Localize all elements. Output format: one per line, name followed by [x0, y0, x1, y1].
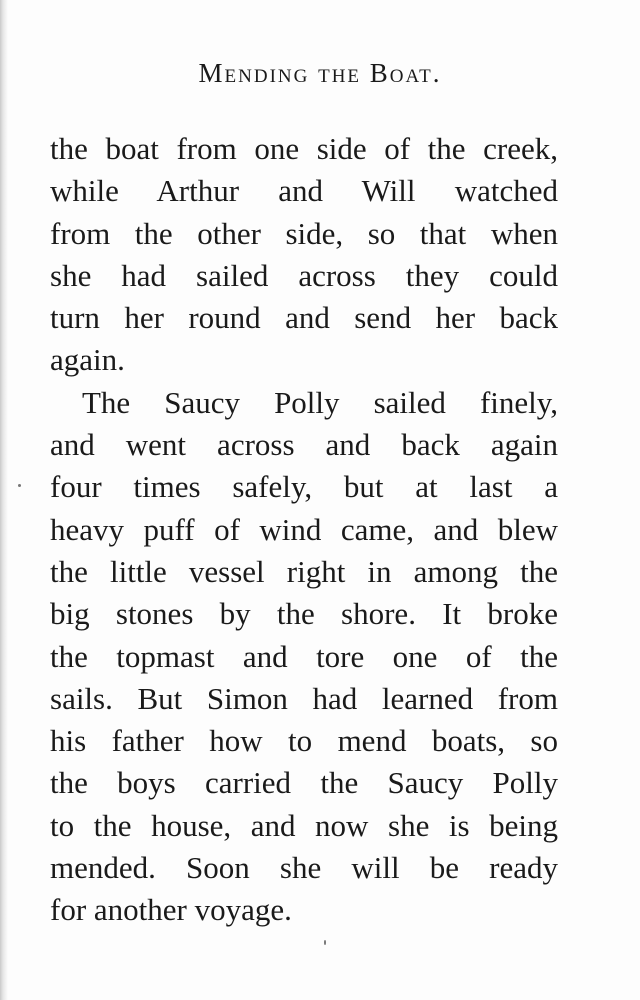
- text-line: to the house, and now she is being: [50, 807, 558, 843]
- text-line: the boat from one side of the creek,: [50, 131, 558, 166]
- text-line: big stones by the shore. It broke: [50, 596, 558, 632]
- text-line: again.: [50, 342, 125, 378]
- body-text: [50, 128, 558, 932]
- text-line: she had sailed across they could: [50, 257, 558, 293]
- page-spine-edge: [0, 0, 8, 1000]
- text-line: turn her round and send her back: [50, 300, 558, 336]
- text-line: the boys carried the Saucy Polly: [50, 765, 558, 801]
- text-line: for another voyage.: [50, 892, 292, 928]
- text-line: while Arthur and Will watched: [50, 173, 558, 209]
- page-speck: [18, 484, 21, 487]
- text-line: The Saucy Polly sailed finely,: [82, 384, 558, 420]
- text-line: and went across and back again: [50, 427, 558, 463]
- text-line: four times safely, but at last a: [50, 469, 558, 505]
- text-line: the little vessel right in among the: [50, 553, 558, 589]
- text-line: heavy puff of wind came, and blew: [50, 511, 558, 547]
- text-line: the topmast and tore one of the: [50, 638, 558, 674]
- page-speck: [324, 940, 326, 945]
- page-heading: Mending the Boat.: [198, 58, 442, 88]
- text-line: mended. Soon she will be ready: [50, 850, 558, 886]
- text-line: sails. But Simon had learned from: [50, 680, 558, 716]
- text-line: from the other side, so that when: [50, 215, 558, 251]
- text-line: his father how to mend boats, so: [50, 723, 558, 759]
